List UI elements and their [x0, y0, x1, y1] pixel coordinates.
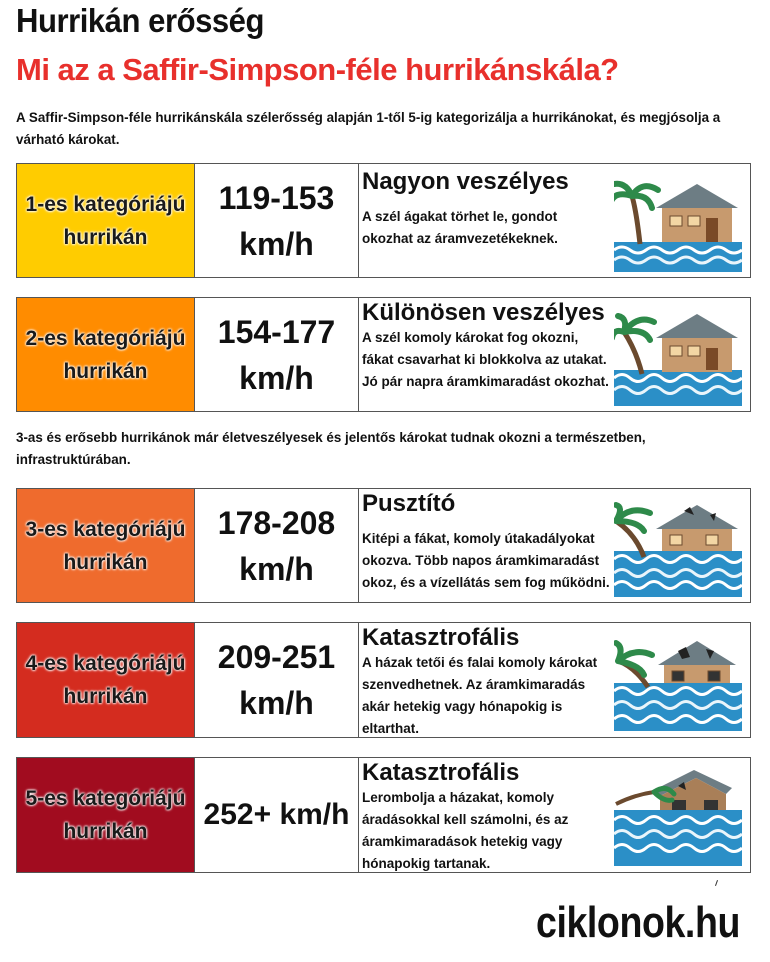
wind-speed: 209-251 km/h: [195, 623, 359, 737]
description-cell: [359, 164, 750, 277]
severity-description: A házak tetői és falai komoly károkat szenvedhetnek. Az áramkimaradás akár hetekig vagy hónapokig is eltarthat.: [362, 655, 598, 736]
page-title: Hurrikán erősség: [16, 2, 264, 39]
category-label: 4-es kategóriájú hurrikán: [17, 623, 195, 737]
wind-speed: 252+ km/h: [195, 758, 359, 872]
house-storm-icon: [614, 310, 742, 406]
category-label: 1-es kategóriájú hurrikán: [17, 164, 195, 277]
description-cell: [359, 298, 750, 411]
description-cell: [359, 489, 750, 602]
category-5-row: [16, 757, 751, 873]
severity-description: Lerombolja a házakat, komoly áradásokkal kell számolni, és az áramkimaradások hetekig vagy hónapokig tartanak.: [362, 790, 569, 871]
severity-title: Nagyon veszélyes: [362, 168, 569, 195]
wind-speed: 154-177 km/h: [195, 298, 359, 411]
brand-logo-text: ciklonok.hu: [536, 898, 740, 947]
description-cell: [359, 623, 750, 737]
wind-speed: 119-153 km/h: [195, 164, 359, 277]
severity-description: Kitépi a fákat, komoly útakadályokat okozva. Több napos áramkimaradást okoz, és a vízellátás sem fog működni.: [362, 531, 610, 590]
house-storm-icon: [614, 176, 742, 272]
severity-title: Különösen veszélyes: [362, 299, 605, 326]
house-damaged-icon: [614, 635, 742, 731]
house-destroyed-icon: [614, 770, 742, 866]
house-flood-icon: [614, 501, 742, 597]
severity-title: Katasztrofális: [362, 624, 520, 651]
wind-speed: 178-208 km/h: [195, 489, 359, 602]
category-3-row: [16, 488, 751, 603]
category-2-row: [16, 297, 751, 412]
category-1-row: [16, 163, 751, 278]
description-cell: [359, 758, 750, 872]
intro-text: A Saffir-Simpson-féle hurrikánskála szélerősség alapján 1-től 5-ig kategorizálja a hurrikánokat, és megjósolja a várható károkat.: [16, 110, 721, 147]
severity-description: A szél ágakat törhet le, gondot okozhat az áramvezetékeknek.: [362, 209, 558, 246]
severity-title: Pusztító: [362, 490, 456, 517]
category-4-row: [16, 622, 751, 738]
severity-description: A szél komoly károkat fog okozni, fákat csavarhat ki blokkolva az utakat. Jó pár napra áramkimaradást okozhat.: [362, 330, 609, 389]
danger-note: 3-as és erősebb hurrikánok már életveszélyesek és jelentős károkat tudnak okozni a természetben, infrastruktúrában.: [16, 430, 646, 467]
stray-mark: [715, 880, 718, 886]
category-label: 2-es kategóriájú hurrikán: [17, 298, 195, 411]
category-label: 5-es kategóriájú hurrikán: [17, 758, 195, 872]
page-subtitle: Mi az a Saffir-Simpson-féle hurrikánskála?: [16, 52, 619, 87]
severity-title: Katasztrofális: [362, 759, 520, 786]
category-label: 3-es kategóriájú hurrikán: [17, 489, 195, 602]
